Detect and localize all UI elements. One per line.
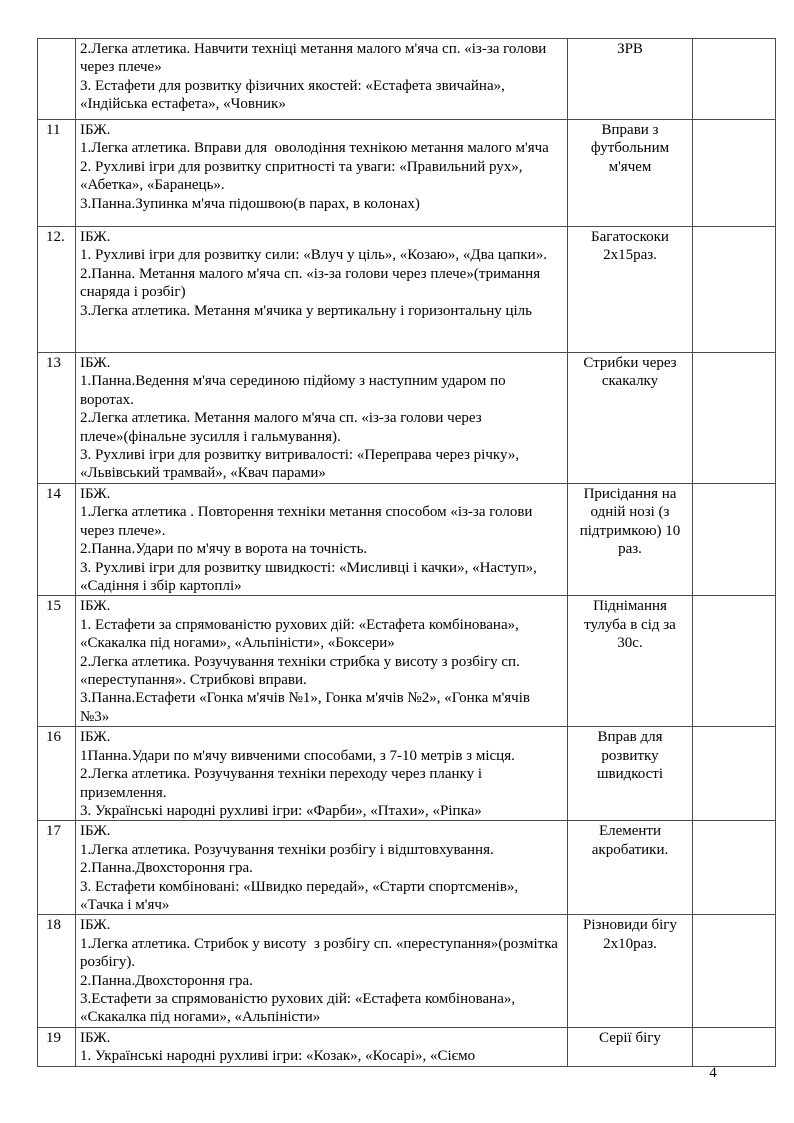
content-line: 1.Легка атлетика. Розучування техніки розбігу і відштовхування. [80,841,494,858]
lesson-plan-table [37,38,776,1067]
table-row [38,120,776,227]
content-line: ІБЖ. [80,486,111,502]
row-number: 13 [46,355,61,371]
row-number-cell [38,227,76,353]
table-row [38,596,776,727]
row-number: 15 [46,598,61,615]
homework-exercise-cell [568,484,693,596]
homework-exercise: Присідання на одній нозі (з підтримкою) 10 раз. [579,486,681,558]
homework-exercise: Елементи акробатики. [591,823,669,858]
content-line: 1.Легка атлетика. Вправи для оволодіння технікою метання малого м'яча [80,140,549,157]
homework-exercise-cell [568,120,693,227]
content-line: 3. Рухливі ігри для розвитку витривалості: «Переправа через річку», «Львівський трамвай», «Квач парами» [80,447,523,482]
content-line: ІБЖ. [80,917,111,934]
row-number-cell [38,915,76,1027]
lesson-content-cell [76,596,568,727]
homework-exercise: Різновиди бігу 2х10раз. [583,917,677,952]
notes-cell [693,484,776,596]
content-line: 2.Панна. Метання малого м'яча сп. «із-за голови через плече»(тримання снаряда і розбіг) [80,265,544,301]
lesson-content-cell [76,1027,568,1066]
lesson-content-cell [76,353,568,484]
homework-exercise: Вправ для розвитку швидкості [596,729,664,783]
table-row [38,484,776,596]
table-row [38,727,776,821]
notes-cell [693,821,776,915]
content-line: 3.Панна.Естафети «Гонка м'ячів №1», Гонка м'ячів №2», «Гонка м'ячів №3» [80,690,534,725]
content-line: 3.Естафети за спрямованістю рухових дій: «Естафета комбінована», «Скакалка під ногами», «Альпіністи» [80,990,519,1026]
content-line: ІБЖ. [80,122,111,138]
lesson-content-cell [76,227,568,353]
homework-exercise-cell [568,227,693,353]
row-number-cell [38,120,76,227]
content-line: 2.Легка атлетика. Метання малого м'яча сп. «із-за голови через плече»(фінальне зусилля і гальмування). [80,410,486,445]
notes-cell [693,120,776,227]
content-line: 2.Панна.Двохстороння гра. [80,860,253,877]
homework-exercise: ЗРВ [617,41,643,57]
homework-exercise-cell [568,1027,693,1066]
row-number-cell [38,596,76,727]
homework-exercise: Багатоскоки 2х15раз. [591,229,669,264]
content-line: 3. Естафети для розвитку фізичних якостей: «Естафета звичайна», «Індійська естафета», «Човник» [80,77,509,113]
content-line: 2.Легка атлетика. Навчити техніці метання малого м'яча сп. «із-за голови через плече» [80,41,551,76]
homework-exercise: Вправи з футбольним м'ячем [590,122,670,175]
row-number-cell [38,484,76,596]
page-number: 4 [709,1065,717,1081]
content-line: ІБЖ. [80,355,111,371]
table-row [38,915,776,1027]
homework-exercise: Піднімання тулуба в сід за 30с. [584,598,676,652]
row-number-cell [38,727,76,821]
lesson-content-cell [76,39,568,120]
lesson-content-cell [76,484,568,596]
content-line: 2.Легка атлетика. Розучування техніки стрибка у висоту з розбігу сп. «переступання». Стрибкові вправи. [80,653,524,689]
notes-cell [693,915,776,1027]
notes-cell [693,39,776,120]
lesson-content-cell [76,915,568,1027]
table-body [38,39,776,1067]
content-line: ІБЖ. [80,598,111,615]
content-line: 2.Панна.Удари по м'ячу в ворота на точність. [80,541,368,558]
content-line: 3. Естафети комбіновані: «Швидко передай», «Старти спортсменів», «Тачка і м'яч» [80,878,522,913]
row-number: 14 [46,486,61,502]
row-number: 18 [46,917,61,934]
row-number: 19 [46,1029,61,1046]
homework-exercise: Стрибки через скакалку [583,355,677,390]
content-line: 1.Легка атлетика . Повторення техніки метання способом «із-за голови через плече». [80,504,537,539]
notes-cell [693,727,776,821]
content-line: 2.Легка атлетика. Розучування техніки переходу через планку і приземлення. [80,766,486,801]
table-row [38,1027,776,1066]
row-number-cell [38,39,76,120]
row-number: 17 [46,823,61,840]
content-line: ІБЖ. [80,823,111,840]
row-number: 11 [46,122,61,138]
content-line: ІБЖ. [80,1029,111,1046]
lesson-content-cell [76,727,568,821]
row-number-cell [38,821,76,915]
notes-cell [693,227,776,353]
table-row [38,39,776,120]
lesson-content-cell [76,120,568,227]
row-number: 16 [46,729,61,746]
homework-exercise-cell [568,596,693,727]
table-row [38,821,776,915]
homework-exercise-cell [568,39,693,120]
homework-exercise-cell [568,353,693,484]
row-number: 12. [46,229,65,245]
content-line: ІБЖ. [80,229,111,245]
notes-cell [693,353,776,484]
homework-exercise-cell [568,727,693,821]
content-line: 1. Рухливі ігри для розвитку сили: «Влуч у ціль», «Козаю», «Два цапки». [80,247,547,264]
content-line: 1.Панна.Ведення м'яча серединою підйому з наступним ударом по воротах. [80,373,510,408]
table-row [38,353,776,484]
row-number-cell [38,1027,76,1066]
content-line: 1. Естафети за спрямованістю рухових дій: «Естафета комбінована», «Скакалка під ногами», «Альпіністи», «Боксери» [80,616,523,652]
homework-exercise: Серії бігу [599,1029,661,1046]
content-line: 1Панна.Удари по м'ячу вивченими способами, з 7-10 метрів з місця. [80,747,515,764]
content-line: 3. Рухливі ігри для розвитку швидкості: «Мисливці і качки», «Наступ», «Садіння і збір картоплі» [80,559,541,595]
content-line: 2. Рухливі ігри для розвитку спритності та уваги: «Правильний рух», «Абетка», «Баранець». [80,158,527,194]
homework-exercise-cell [568,915,693,1027]
content-line: 1. Українські народні рухливі ігри: «Козак», «Косарі», «Сіємо [80,1048,476,1065]
notes-cell [693,596,776,727]
content-line: 3.Панна.Зупинка м'яча підошвою(в парах, в колонах) [80,195,420,212]
content-line: ІБЖ. [80,729,111,746]
lesson-content-cell [76,821,568,915]
content-line: 1.Легка атлетика. Стрибок у висоту з розбігу сп. «переступання»(розмітка розбігу). [80,935,562,971]
content-line: 3. Українські народні рухливі ігри: «Фарби», «Птахи», «Ріпка» [80,802,482,819]
homework-exercise-cell [568,821,693,915]
content-line: 2.Панна.Двохстороння гра. [80,972,253,989]
notes-cell [693,1027,776,1066]
row-number-cell [38,353,76,484]
content-line: 3.Легка атлетика. Метання м'ячика у вертикальну і горизонтальну ціль [80,302,533,319]
table-row [38,227,776,353]
